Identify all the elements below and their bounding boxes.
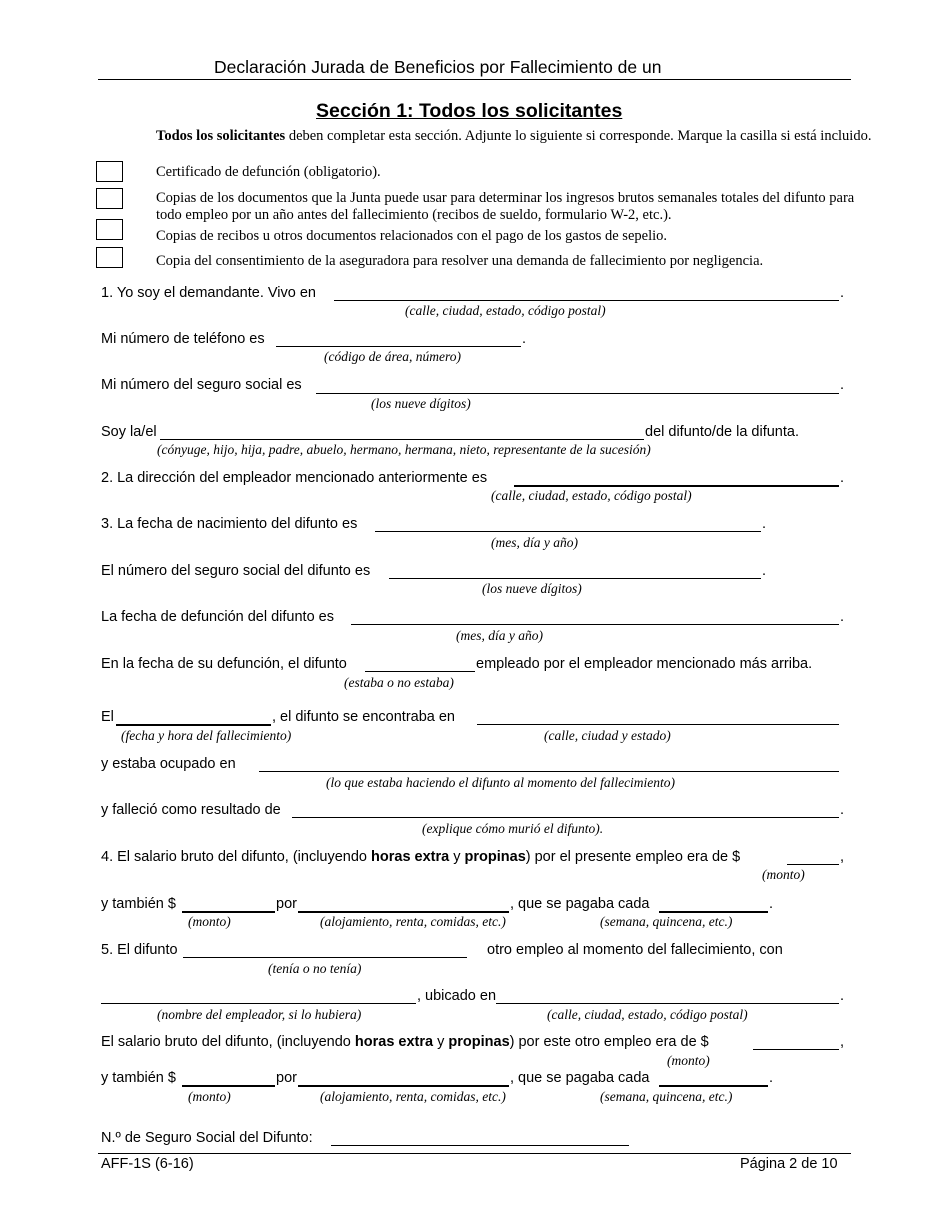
wage-amount-field[interactable] [787, 864, 839, 865]
claimant-address-field[interactable] [334, 300, 839, 301]
phone-field[interactable] [276, 346, 521, 347]
additional-amount-field-2[interactable] [182, 1085, 275, 1087]
other-wage-hint: (monto) [667, 1053, 710, 1068]
also-por: por [276, 896, 297, 912]
employment-label: En la fecha de su defunción, el difunto [101, 656, 347, 672]
also-hint-2: (alojamiento, renta, comidas, etc.) [320, 914, 506, 929]
dod-hint: (mes, día y año) [456, 628, 543, 643]
also-paid-2: , que se pagaba cada [510, 1070, 650, 1086]
q3-label: 3. La fecha de nacimiento del difunto es [101, 516, 358, 532]
q5-suffix: otro empleo al momento del fallecimiento, con [487, 942, 783, 958]
section-title: Sección 1: Todos los solicitantes [316, 100, 623, 122]
also-hint-3-2: (semana, quincena, etc.) [600, 1089, 733, 1104]
q2-label: 2. La dirección del empleador mencionado anteriormente es [101, 470, 488, 486]
header-title: Declaración Jurada de Beneficios por Fallecimiento de un [214, 57, 662, 77]
checklist-item-4: Copia del consentimiento de la aseguradora para resolver una demanda de fallecimiento por negligencia. [156, 253, 764, 269]
dec-ssn-footer-field[interactable] [331, 1145, 629, 1146]
other-employer-address-field[interactable] [496, 1003, 839, 1004]
death-location-field[interactable] [477, 724, 839, 725]
other-employment-field[interactable] [183, 957, 467, 958]
pay-period-field-2[interactable] [659, 1085, 768, 1087]
also-hint-1-2: (monto) [188, 1089, 231, 1104]
decedent-dob-field[interactable] [375, 531, 761, 532]
other-wage-label: El salario bruto del difunto, (incluyendo horas extra y propinas) por este otro empleo era de $ [101, 1034, 709, 1050]
checklist-item-3: Copias de recibos u otros documentos relacionados con el pago de los gastos de sepelio. [156, 228, 668, 244]
relationship-suffix: del difunto/de la difunta. [645, 424, 799, 440]
decedent-ssn-field[interactable] [389, 578, 761, 579]
cause-field[interactable] [292, 817, 839, 818]
occupation-hint: (lo que estaba haciendo el difunto al momento del fallecimiento) [326, 775, 676, 790]
checkbox-income-documents[interactable] [96, 188, 123, 209]
additional-amount-field[interactable] [182, 911, 275, 913]
additional-type-field-2[interactable] [298, 1085, 509, 1087]
relationship-hint: (cónyuge, hijo, hija, padre, abuelo, hermano, hermana, nieto, representante de la sucesión) [157, 442, 651, 457]
employer-address-field[interactable] [514, 485, 839, 487]
decedent-dod-field[interactable] [351, 624, 839, 625]
dec-ssn-footer-label: N.º de Seguro Social del Difunto: [101, 1130, 313, 1146]
employment-status-field[interactable] [365, 671, 475, 672]
phone-label: Mi número de teléfono es [101, 331, 265, 347]
q2-hint: (calle, ciudad, estado, código postal) [491, 488, 692, 503]
location-hint-1: (fecha y hora del fallecimiento) [121, 728, 292, 743]
location-hint-2: (calle, ciudad y estado) [544, 728, 671, 743]
checklist-item-2: Copias de los documentos que la Junta puede usar para determinar los ingresos brutos semanales totales del difunto para todo empleo por un año antes del fallecimiento (recibos de sueldo, formulario W-2, etc.). [156, 190, 855, 223]
checklist-item-1: Certificado de defunción (obligatorio). [156, 164, 381, 180]
location-mid: , el difunto se encontraba en [272, 709, 455, 725]
checkbox-insurer-consent[interactable] [96, 247, 123, 268]
ssn-label: Mi número del seguro social es [101, 377, 302, 393]
also-label: y también $ [101, 896, 176, 912]
other-located: , ubicado en [417, 988, 497, 1004]
death-datetime-field[interactable] [116, 724, 271, 726]
other-wage-amount-field[interactable] [753, 1049, 839, 1050]
also-hint-1: (monto) [188, 914, 231, 929]
also-label-2: y también $ [101, 1070, 176, 1086]
other-employer-name-field[interactable] [101, 1003, 416, 1004]
q5-hint: (tenía o no tenía) [268, 961, 362, 976]
occupation-label: y estaba ocupado en [101, 756, 236, 772]
footer-form-id: AFF-1S (6-16) [101, 1156, 194, 1172]
section-intro [156, 128, 872, 145]
activity-field[interactable] [259, 771, 839, 772]
employment-suffix: empleado por el empleador mencionado más arriba. [476, 656, 813, 672]
also-hint-2-2: (alojamiento, renta, comidas, etc.) [320, 1089, 506, 1104]
pay-period-field[interactable] [659, 911, 768, 913]
other-hint-2: (calle, ciudad, estado, código postal) [547, 1007, 748, 1022]
intro-bold: Todos los solicitantes [156, 128, 286, 144]
q3-hint: (mes, día y año) [491, 535, 578, 550]
intro-text: deben completar esta sección. Adjunte lo siguiente si corresponde. Marque la casilla si está incluido. [285, 128, 872, 144]
q5-label: 5. El difunto [101, 942, 178, 958]
decedent-ssn-label: El número del seguro social del difunto es [101, 563, 371, 579]
checkbox-burial-receipts[interactable] [96, 219, 123, 240]
decedent-ssn-hint: (los nueve dígitos) [482, 581, 582, 596]
footer-rule [98, 1153, 851, 1154]
checkbox-death-certificate[interactable] [96, 161, 123, 182]
also-por-2: por [276, 1070, 297, 1086]
location-label: El [101, 709, 114, 725]
footer-page-number: Página 2 de 10 [740, 1156, 838, 1172]
relationship-label: Soy la/el [101, 424, 157, 440]
header-rule [98, 79, 851, 80]
cause-hint: (explique cómo murió el difunto). [422, 821, 604, 836]
relationship-field[interactable] [160, 439, 644, 440]
employment-hint: (estaba o no estaba) [344, 675, 454, 690]
additional-type-field[interactable] [298, 911, 509, 913]
q1-label: 1. Yo soy el demandante. Vivo en [101, 285, 316, 301]
other-hint-1: (nombre del empleador, si lo hubiera) [157, 1007, 362, 1022]
also-hint-3: (semana, quincena, etc.) [600, 914, 733, 929]
q1-hint: (calle, ciudad, estado, código postal) [405, 303, 606, 318]
q4-label: 4. El salario bruto del difunto, (incluyendo horas extra y propinas) por el presente empleo era de $ [101, 849, 741, 865]
dod-label: La fecha de defunción del difunto es [101, 609, 334, 625]
ssn-hint: (los nueve dígitos) [371, 396, 471, 411]
also-paid: , que se pagaba cada [510, 896, 650, 912]
ssn-field[interactable] [316, 393, 839, 394]
phone-hint: (código de área, número) [324, 349, 461, 364]
q4-hint: (monto) [762, 867, 805, 882]
cause-label: y falleció como resultado de [101, 802, 281, 818]
